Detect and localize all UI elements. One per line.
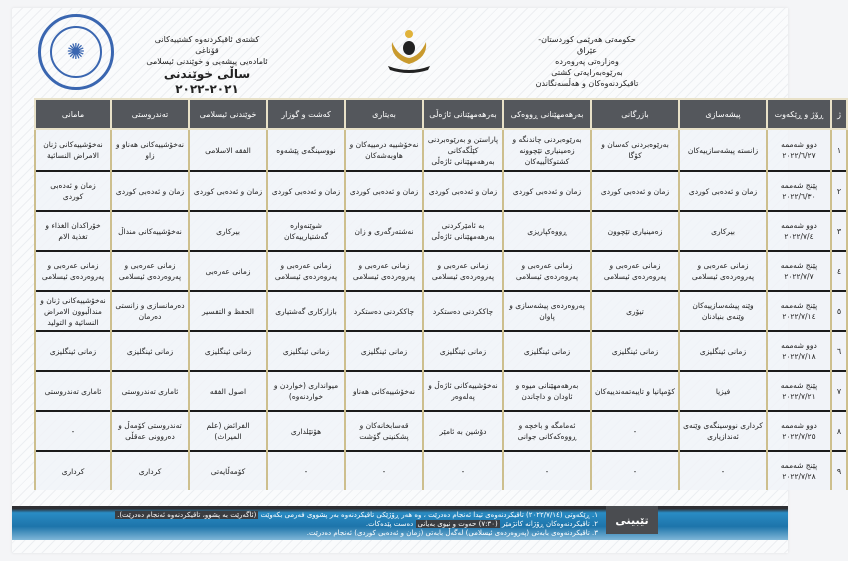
row-number: ٢: [831, 171, 847, 211]
subject-cell: -: [35, 411, 111, 451]
exam-date: ٢٠٢٢/٧/٢٨: [782, 472, 816, 481]
subject-cell: زمان و ئەدەبی کوردی: [591, 171, 679, 211]
exam-day: پێنج شەممە: [780, 301, 818, 310]
subject-cell: دەرمانسازی و زانستی دەرمان: [111, 291, 189, 331]
exam-date: ٢٠٢٢/٧/٢١: [782, 392, 816, 401]
subject-cell: -: [591, 451, 679, 490]
notice-text: ٣. تاقیکردنەوەی بابەتی (پەروەردەی ئیسلامی) لەگەڵ بابەتی (زمان و ئەدەبی کوردی) ئەنجام دەدرێت.: [306, 529, 598, 537]
table-row: [35, 211, 847, 251]
subject-cell: کۆمەڵایەتی: [189, 451, 267, 490]
subject-cell: زمانی ئینگلیزی: [679, 331, 767, 371]
exam-day: دوو شەممە: [781, 341, 817, 350]
exam-day: پێنج شەممە: [780, 381, 818, 390]
subject-cell: زمان و ئەدەبی کوردی: [267, 171, 345, 211]
subject-cell: -: [679, 451, 767, 490]
notice-text: ٢. تاقیکردنەوەکان ڕۆژانە کاتژمێر: [499, 520, 598, 528]
subject-cell: پاراستن و بەرێوەبردنی کێڵگەکانی بەرهەمهێنانی ئاژەڵی: [423, 129, 503, 171]
subject-cell: الفقە الاسلامی: [189, 129, 267, 171]
row-number: ٣: [831, 211, 847, 251]
subject-cell: شوێنەوارە گەشتیارییەکان: [267, 211, 345, 251]
subject-cell: هۆتێلداری: [267, 411, 345, 451]
exam-day: دوو شەممە: [781, 421, 817, 430]
exam-day: دوو شەممە: [781, 140, 817, 149]
table-row: [35, 129, 847, 171]
row-number: ٥: [831, 291, 847, 331]
subject-cell: -: [267, 451, 345, 490]
subject-cell: زمانی ئینگلیزی: [503, 331, 591, 371]
exam-date-cell: [767, 211, 831, 251]
exam-date: ٢٠٢٢/٧/٤: [784, 232, 814, 241]
subject-cell: کرداری: [35, 451, 111, 490]
subject-cell: زمان و ئەدەبی کوردی: [345, 171, 423, 211]
notice-highlight: (ئاگەرێت بە پشوو، تاقیکردنەوە ئەنجام دەدرێت).: [117, 511, 257, 519]
subject-cell: -: [423, 451, 503, 490]
exam-date: ٢٠٢٢/٧/١٨: [782, 352, 816, 361]
subject-cell: قەسابخانەکان و پشکنینی گۆشت: [345, 411, 423, 451]
committee-line: ئامادەیی پیشەیی و خوێندنی ئیسلامی: [146, 57, 268, 66]
subject-cell: زمانی ئینگلیزی: [345, 331, 423, 371]
exam-date: ٢٠٢٢/٦/٣٠: [782, 192, 816, 201]
subject-cell: زمانی عەرەبی و پەروەردەی ئیسلامی: [267, 251, 345, 291]
subject-cell: نەخۆشییەکانی هەناو و زاو: [111, 129, 189, 171]
subject-cell: زمان و ئەدەبی کوردی: [423, 171, 503, 211]
exam-day: پێنج شەممە: [780, 461, 818, 470]
subject-cell: -: [503, 451, 591, 490]
table-header-row: [35, 99, 847, 129]
column-header: بەرهەمهێنانی ئاژەڵی: [423, 99, 503, 129]
column-header: بازرگانی: [591, 99, 679, 129]
table-row: [35, 331, 847, 371]
subject-cell: زمانی ئینگلیزی: [111, 331, 189, 371]
exam-date-cell: [767, 451, 831, 490]
subject-cell: بیرکاری: [189, 211, 267, 251]
exam-day: پێنج شەممە: [780, 181, 818, 190]
subject-cell: کرداری: [111, 451, 189, 490]
notice-line: [38, 511, 598, 520]
subject-cell: دۆشین بە ئامێر: [423, 411, 503, 451]
column-header: بەیتاری: [345, 99, 423, 129]
exam-date-cell: [767, 411, 831, 451]
subject-cell: بازارکاری گەشتیاری: [267, 291, 345, 331]
subject-cell: زمان و ئەدەبی کوردی: [111, 171, 189, 211]
subject-cell: میوانداری (خواردن و خواردنەوە): [267, 371, 345, 411]
exam-date-cell: [767, 331, 831, 371]
subject-cell: چاککردنی دەستکرد: [423, 291, 503, 331]
notice-lines: [38, 511, 598, 538]
subject-cell: زمانی عەرەبی و پەروەردەی ئیسلامی: [591, 251, 679, 291]
subject-cell: ڕووەکپاریزی: [503, 211, 591, 251]
subject-cell: نەخۆشییەکانی ئاژەڵ و پەلەوەر: [423, 371, 503, 411]
subject-cell: نەخۆشییەکانی هەناو: [345, 371, 423, 411]
kurdistan-emblem-icon: [384, 28, 434, 74]
table-row: [35, 371, 847, 411]
column-header: ڕۆژ و ڕێکەوت: [767, 99, 831, 129]
subject-cell: الفرائض (علم المیراث): [189, 411, 267, 451]
column-header: خوێندنی ئیسلامی: [189, 99, 267, 129]
subject-cell: فیزیا: [679, 371, 767, 411]
exam-date: ٢٠٢٢/٧/٢٥: [782, 432, 816, 441]
emblem-sun: [405, 30, 413, 38]
gov-line: وەزارەتی پەروەردە: [555, 57, 619, 66]
committee-line: کشتەی ئاقیکردنەوە کشتییەکانی قۆناغی: [154, 35, 260, 55]
gov-line: بەرێوەبەرایەتی کشتی: [551, 68, 623, 77]
subject-cell: نەخۆشییەکانی ژنان و منداڵبوون الامراض النسائیة و التولید: [35, 291, 111, 331]
subject-cell: نووسینگەی پێشەوە: [267, 129, 345, 171]
subject-cell: وێنە پیشەسازییەکان وێنەی بنیادنان: [679, 291, 767, 331]
subject-cell: زمان و ئەدەبی کوردی: [679, 171, 767, 211]
exam-date-cell: [767, 171, 831, 211]
notice-highlight: (٧:٣٠) حەوت و نیوی بەیانی: [417, 520, 498, 528]
notice-title: تێبینی: [606, 506, 658, 534]
subject-cell: بیرکاری: [679, 211, 767, 251]
subject-cell: پەروەردەی پیشەسازی و پاوان: [503, 291, 591, 331]
table-row: [35, 291, 847, 331]
exam-date-cell: [767, 251, 831, 291]
subject-cell: زمانی ئینگلیزی: [423, 331, 503, 371]
subject-cell: زمانی عەرەبی و پەروەردەی ئیسلامی: [423, 251, 503, 291]
exam-date-cell: [767, 371, 831, 411]
subject-cell: تیۆری: [591, 291, 679, 331]
subject-cell: زمانی عەرەبی و پەروەردەی ئیسلامی: [35, 251, 111, 291]
gov-line: تاقیکردنەوەکان و هەڵسەنگاندن: [535, 79, 639, 88]
government-block: [532, 34, 642, 89]
subject-cell: زمان و ئەدەبی کوردی: [35, 171, 111, 211]
subject-cell: ئاماری تەندروستی: [111, 371, 189, 411]
subject-cell: کرداری نووسینگەی وێنەی ئەندازیاری: [679, 411, 767, 451]
table-row: [35, 171, 847, 211]
subject-cell: کۆمپانیا و تایبەتمەندییەکان: [591, 371, 679, 411]
school-year: ساڵی خوێندنی ٢٠٢١-٢٠٢٢: [163, 67, 251, 96]
subject-cell: خۆراکدان الغذاء و تغذیة الام: [35, 211, 111, 251]
subject-cell: زمانی عەرەبی و پەروەردەی ئیسلامی: [345, 251, 423, 291]
column-header: بەرهەمهێنانی ڕووەکی: [503, 99, 591, 129]
subject-cell: نەشتەرگەری و زان: [345, 211, 423, 251]
subject-cell: زمانی ئینگلیزی: [591, 331, 679, 371]
document-header: [12, 8, 788, 96]
exam-schedule-page: [12, 8, 842, 553]
notice-line: [38, 529, 598, 538]
subject-cell: ئەمامگە و باخچە و ڕووەکەکانی جوانی: [503, 411, 591, 451]
subject-cell: ئاماری تەندروستی: [35, 371, 111, 411]
notice-text: ١. ڕێکەوتی (٢٠٢٢/٧/١٤) تاقیکردنەوەی تیدا ئەنجام دەدرێت ، وە هەر ڕۆژێکی تاقیکردنەوە بەر پشووی فەرمی بکەوێت: [258, 511, 598, 519]
row-number: ٧: [831, 371, 847, 411]
notice-panel: [12, 506, 788, 540]
column-header: پیشەسازی: [679, 99, 767, 129]
subject-cell: بەرێوەبردنی کەسان و کۆگا: [591, 129, 679, 171]
exam-date-cell: [767, 291, 831, 331]
table-body: [35, 129, 847, 490]
column-header: ژ: [831, 99, 847, 129]
subject-cell: تەندروستی کۆمەڵ و دەروونی عەقڵی: [111, 411, 189, 451]
notice-text: دەست پێدەکات.: [365, 520, 416, 528]
table-row: [35, 451, 847, 490]
subject-cell: زمانی عەرەبی و پەروەردەی ئیسلامی: [111, 251, 189, 291]
subject-cell: زمانی عەرەبی و پەروەردەی ئیسلامی: [503, 251, 591, 291]
exam-date-cell: [767, 129, 831, 171]
subject-cell: زمانی عەرەبی: [189, 251, 267, 291]
subject-cell: نەخۆشییەکانی منداڵ: [111, 211, 189, 251]
subject-cell: چاککردنی دەستکرد: [345, 291, 423, 331]
subject-cell: زمانی ئینگلیزی: [35, 331, 111, 371]
exam-schedule-table: [34, 98, 848, 490]
subject-cell: -: [591, 411, 679, 451]
subject-cell: نەخۆشییە درمییەکان و هاوبەشەکان: [345, 129, 423, 171]
subject-cell: بەرهەمهێنانی میوە و ئاودان و داچاندن: [503, 371, 591, 411]
row-number: ٤: [831, 251, 847, 291]
notice-line: [38, 520, 598, 529]
ministry-seal-icon: [38, 14, 114, 90]
subject-cell: الحفظ و التفسیر: [189, 291, 267, 331]
subject-cell: اصول الفقە: [189, 371, 267, 411]
subject-cell: -: [345, 451, 423, 490]
row-number: ٦: [831, 331, 847, 371]
gov-line: حکومەتی هەرێمی کوردستان-عێراق: [538, 35, 636, 55]
emblem-eagle: [403, 41, 415, 55]
exam-day: پێنج شەممە: [780, 261, 818, 270]
column-header: کەشت و گوزار: [267, 99, 345, 129]
subject-cell: نەخۆشییەکانی ژنان الامراض النسائیة: [35, 129, 111, 171]
row-number: ٩: [831, 451, 847, 490]
subject-cell: زانستە پیشەسازییەکان: [679, 129, 767, 171]
subject-cell: زمان و ئەدەبی کوردی: [503, 171, 591, 211]
table-row: [35, 411, 847, 451]
column-header: تەندروستی: [111, 99, 189, 129]
subject-cell: زمانی ئینگلیزی: [189, 331, 267, 371]
table-row: [35, 251, 847, 291]
row-number: ٨: [831, 411, 847, 451]
exam-day: دوو شەممە: [781, 221, 817, 230]
subject-cell: زەمینیاری تێچوون: [591, 211, 679, 251]
row-number: ١: [831, 129, 847, 171]
subject-cell: بەرێوەبردنی چاندنگە و زەمینیاری تێچوونە کشتوکاڵییەکان: [503, 129, 591, 171]
seal-center-icon: ✺: [50, 26, 102, 78]
column-header: مامانی: [35, 99, 111, 129]
exam-date: ٢٠٢٢/٦/٢٧: [782, 151, 816, 160]
subject-cell: زمانی ئینگلیزی: [267, 331, 345, 371]
emblem-ribbon: [388, 66, 430, 73]
subject-cell: زمانی عەرەبی و پەروەردەی ئیسلامی: [679, 251, 767, 291]
exam-date: ٢٠٢٢/٧/٧: [784, 272, 814, 281]
subject-cell: زمان و ئەدەبی کوردی: [189, 171, 267, 211]
exam-date: ٢٠٢٢/٧/١٤: [782, 312, 816, 321]
subject-cell: بە ئامێرکردنی بەرهەمهێنانی ئاژەڵی: [423, 211, 503, 251]
